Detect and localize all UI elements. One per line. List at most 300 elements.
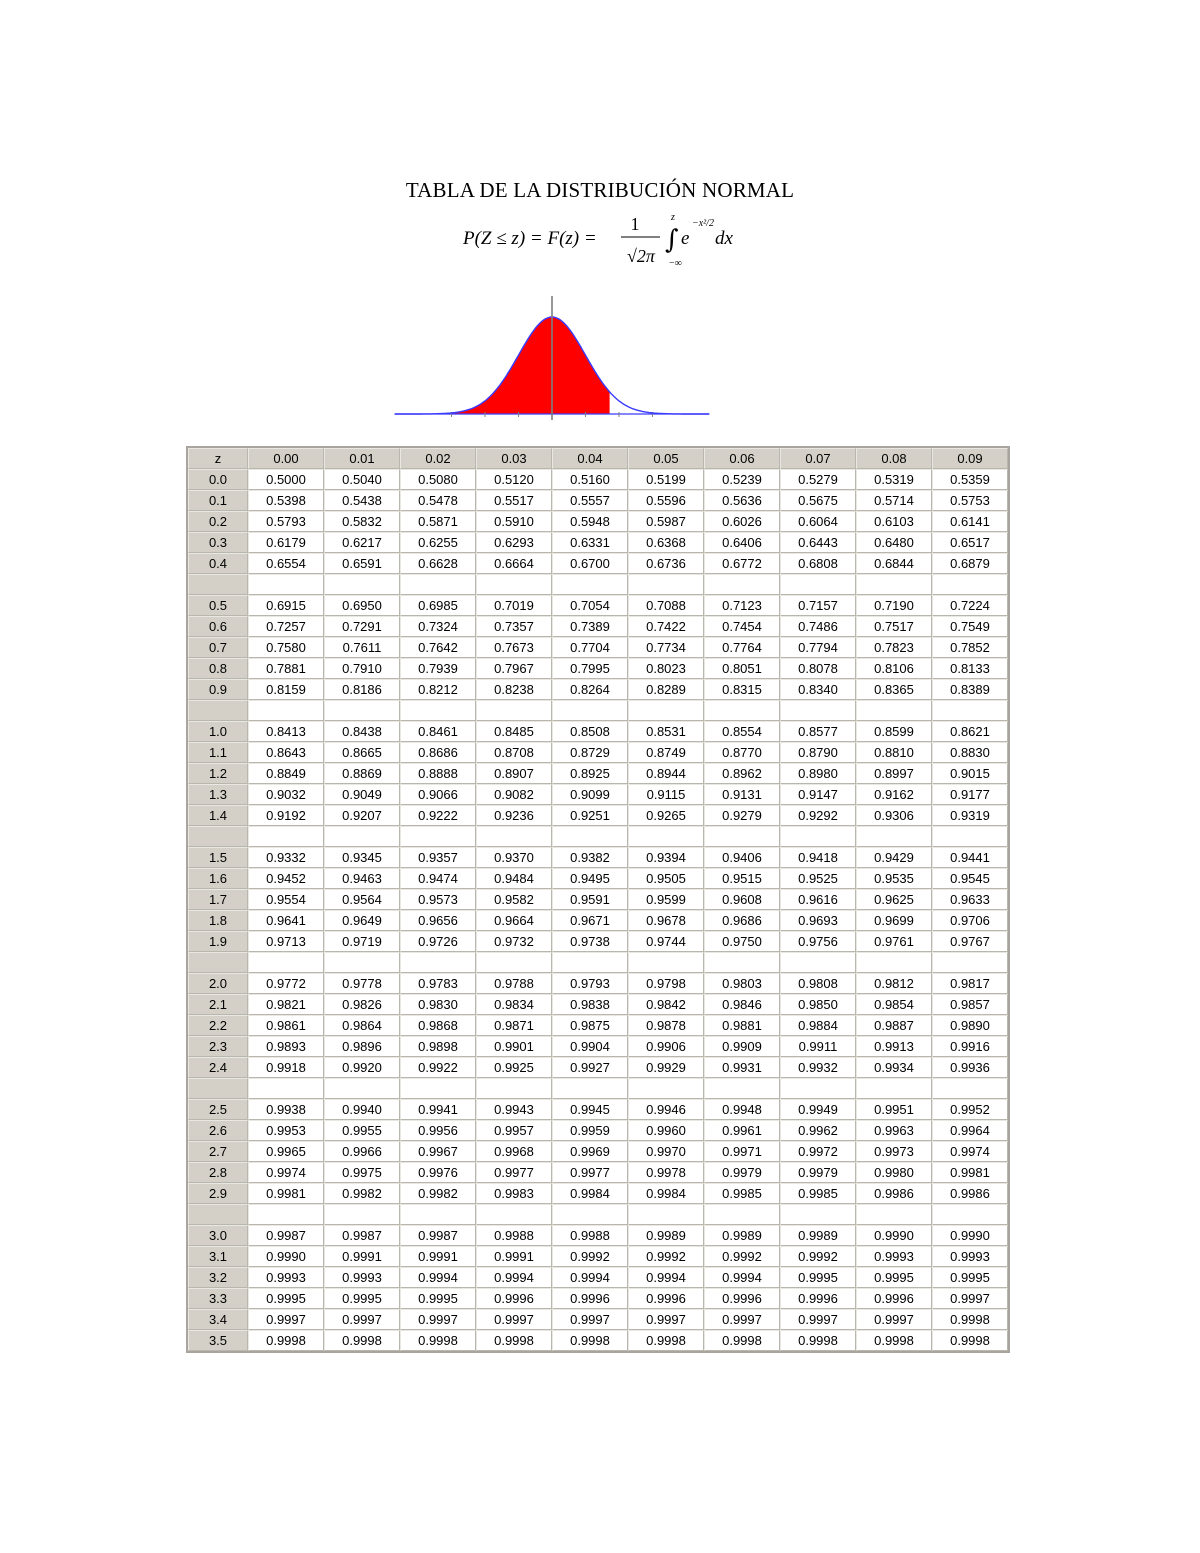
- probability-cell: 0.9996: [780, 1288, 856, 1309]
- probability-cell: 0.6950: [324, 595, 400, 616]
- probability-cell: 0.9147: [780, 784, 856, 805]
- probability-cell: 0.9979: [780, 1162, 856, 1183]
- empty-cell: [780, 574, 856, 595]
- probability-cell: 0.9893: [248, 1036, 324, 1057]
- probability-cell: 0.5279: [780, 469, 856, 490]
- probability-cell: 0.6255: [400, 532, 476, 553]
- probability-cell: 0.8907: [476, 763, 552, 784]
- probability-cell: 0.8133: [932, 658, 1008, 679]
- probability-cell: 0.9821: [248, 994, 324, 1015]
- probability-cell: 0.8869: [324, 763, 400, 784]
- probability-cell: 0.9857: [932, 994, 1008, 1015]
- probability-cell: 0.9984: [628, 1183, 704, 1204]
- probability-cell: 0.5910: [476, 511, 552, 532]
- probability-cell: 0.5517: [476, 490, 552, 511]
- z-value-cell: 0.9: [188, 679, 248, 700]
- probability-cell: 0.9332: [248, 847, 324, 868]
- probability-cell: 0.6664: [476, 553, 552, 574]
- probability-cell: 0.9966: [324, 1141, 400, 1162]
- integral-upper: z: [671, 212, 675, 223]
- table-row: [188, 721, 1008, 742]
- table-row: [188, 973, 1008, 994]
- probability-cell: 0.7454: [704, 616, 780, 637]
- formula-differential: dx: [715, 228, 733, 249]
- empty-cell: [400, 574, 476, 595]
- z-value-cell: 2.7: [188, 1141, 248, 1162]
- z-value-cell: 1.7: [188, 889, 248, 910]
- empty-cell: [628, 700, 704, 721]
- probability-cell: 0.9968: [476, 1141, 552, 1162]
- probability-cell: 0.9713: [248, 931, 324, 952]
- empty-cell: [628, 1078, 704, 1099]
- empty-cell: [704, 574, 780, 595]
- probability-cell: 0.9963: [856, 1120, 932, 1141]
- table-row: [188, 679, 1008, 700]
- probability-cell: 0.9945: [552, 1099, 628, 1120]
- probability-cell: 0.7580: [248, 637, 324, 658]
- probability-cell: 0.8159: [248, 679, 324, 700]
- z-value-cell: 0.6: [188, 616, 248, 637]
- probability-cell: 0.9953: [248, 1120, 324, 1141]
- probability-cell: 0.9976: [400, 1162, 476, 1183]
- probability-cell: 0.8686: [400, 742, 476, 763]
- probability-cell: 0.9881: [704, 1015, 780, 1036]
- z-value-cell: 2.9: [188, 1183, 248, 1204]
- probability-cell: 0.9535: [856, 868, 932, 889]
- probability-cell: 0.7549: [932, 616, 1008, 637]
- column-header: 0.05: [628, 448, 704, 469]
- probability-cell: 0.6879: [932, 553, 1008, 574]
- probability-cell: 0.7704: [552, 637, 628, 658]
- empty-cell: [188, 574, 248, 595]
- probability-cell: 0.9936: [932, 1057, 1008, 1078]
- z-value-cell: 2.6: [188, 1120, 248, 1141]
- probability-cell: 0.9973: [856, 1141, 932, 1162]
- probability-cell: 0.9997: [628, 1309, 704, 1330]
- probability-cell: 0.9032: [248, 784, 324, 805]
- probability-cell: 0.8315: [704, 679, 780, 700]
- z-value-cell: 1.8: [188, 910, 248, 931]
- table-row: [188, 1036, 1008, 1057]
- empty-cell: [248, 700, 324, 721]
- probability-cell: 0.9082: [476, 784, 552, 805]
- formula-numerator: 1: [630, 214, 640, 234]
- probability-cell: 0.7054: [552, 595, 628, 616]
- probability-cell: 0.9706: [932, 910, 1008, 931]
- probability-cell: 0.9582: [476, 889, 552, 910]
- probability-cell: 0.8106: [856, 658, 932, 679]
- probability-cell: 0.9345: [324, 847, 400, 868]
- z-value-cell: 0.4: [188, 553, 248, 574]
- probability-cell: 0.9995: [324, 1288, 400, 1309]
- table-row: [188, 994, 1008, 1015]
- probability-cell: 0.9992: [628, 1246, 704, 1267]
- probability-cell: 0.9998: [628, 1330, 704, 1351]
- z-value-cell: 0.1: [188, 490, 248, 511]
- probability-cell: 0.9505: [628, 868, 704, 889]
- probability-cell: 0.8365: [856, 679, 932, 700]
- probability-cell: 0.9981: [932, 1162, 1008, 1183]
- empty-cell: [188, 1078, 248, 1099]
- empty-cell: [704, 700, 780, 721]
- probability-cell: 0.9975: [324, 1162, 400, 1183]
- empty-cell: [552, 574, 628, 595]
- probability-cell: 0.9418: [780, 847, 856, 868]
- probability-cell: 0.9798: [628, 973, 704, 994]
- probability-cell: 0.5120: [476, 469, 552, 490]
- probability-cell: 0.9961: [704, 1120, 780, 1141]
- probability-cell: 0.9846: [704, 994, 780, 1015]
- probability-cell: 0.8212: [400, 679, 476, 700]
- probability-cell: 0.9941: [400, 1099, 476, 1120]
- z-value-cell: 2.3: [188, 1036, 248, 1057]
- probability-cell: 0.9382: [552, 847, 628, 868]
- formula: [455, 204, 755, 276]
- probability-cell: 0.9406: [704, 847, 780, 868]
- probability-cell: 0.9983: [476, 1183, 552, 1204]
- probability-cell: 0.7422: [628, 616, 704, 637]
- probability-cell: 0.9990: [856, 1225, 932, 1246]
- probability-cell: 0.7291: [324, 616, 400, 637]
- probability-cell: 0.6480: [856, 532, 932, 553]
- probability-cell: 0.9678: [628, 910, 704, 931]
- probability-cell: 0.9994: [400, 1267, 476, 1288]
- column-header: 0.03: [476, 448, 552, 469]
- probability-cell: 0.9909: [704, 1036, 780, 1057]
- probability-cell: 0.9927: [552, 1057, 628, 1078]
- probability-cell: 0.9940: [324, 1099, 400, 1120]
- empty-cell: [324, 574, 400, 595]
- probability-cell: 0.9997: [400, 1309, 476, 1330]
- z-column-header: z: [188, 448, 248, 469]
- empty-cell: [780, 700, 856, 721]
- probability-cell: 0.6844: [856, 553, 932, 574]
- probability-cell: 0.6808: [780, 553, 856, 574]
- z-value-cell: 0.3: [188, 532, 248, 553]
- probability-cell: 0.9967: [400, 1141, 476, 1162]
- probability-cell: 0.9998: [400, 1330, 476, 1351]
- probability-cell: 0.6331: [552, 532, 628, 553]
- probability-cell: 0.9985: [780, 1183, 856, 1204]
- probability-cell: 0.7764: [704, 637, 780, 658]
- z-value-cell: 2.2: [188, 1015, 248, 1036]
- probability-cell: 0.7939: [400, 658, 476, 679]
- column-header: 0.06: [704, 448, 780, 469]
- probability-cell: 0.9699: [856, 910, 932, 931]
- probability-cell: 0.5359: [932, 469, 1008, 490]
- formula-denominator: √2π: [627, 246, 655, 266]
- z-value-cell: 1.6: [188, 868, 248, 889]
- empty-cell: [780, 826, 856, 847]
- empty-cell: [400, 952, 476, 973]
- probability-cell: 0.9854: [856, 994, 932, 1015]
- z-value-cell: 1.1: [188, 742, 248, 763]
- probability-cell: 0.9995: [400, 1288, 476, 1309]
- probability-cell: 0.9979: [704, 1162, 780, 1183]
- probability-cell: 0.9998: [552, 1330, 628, 1351]
- probability-cell: 0.7357: [476, 616, 552, 637]
- probability-cell: 0.9913: [856, 1036, 932, 1057]
- table-row: [188, 490, 1008, 511]
- probability-cell: 0.9641: [248, 910, 324, 931]
- probability-cell: 0.9997: [248, 1309, 324, 1330]
- probability-cell: 0.8621: [932, 721, 1008, 742]
- probability-cell: 0.7910: [324, 658, 400, 679]
- probability-cell: 0.8438: [324, 721, 400, 742]
- probability-cell: 0.6103: [856, 511, 932, 532]
- probability-cell: 0.9989: [780, 1225, 856, 1246]
- empty-cell: [628, 952, 704, 973]
- probability-cell: 0.9625: [856, 889, 932, 910]
- empty-cell: [932, 700, 1008, 721]
- probability-cell: 0.9744: [628, 931, 704, 952]
- probability-cell: 0.9916: [932, 1036, 1008, 1057]
- probability-cell: 0.8186: [324, 679, 400, 700]
- column-header: 0.01: [324, 448, 400, 469]
- probability-cell: 0.9812: [856, 973, 932, 994]
- probability-cell: 0.5832: [324, 511, 400, 532]
- table-row: [188, 910, 1008, 931]
- spacer-row: [188, 952, 1008, 973]
- probability-cell: 0.8508: [552, 721, 628, 742]
- z-value-cell: 2.4: [188, 1057, 248, 1078]
- probability-cell: 0.6700: [552, 553, 628, 574]
- probability-cell: 0.9997: [476, 1309, 552, 1330]
- probability-cell: 0.9719: [324, 931, 400, 952]
- table-row: [188, 1288, 1008, 1309]
- probability-cell: 0.9633: [932, 889, 1008, 910]
- z-value-cell: 1.0: [188, 721, 248, 742]
- integral-sign: ∫: [665, 225, 679, 255]
- probability-cell: 0.9993: [932, 1246, 1008, 1267]
- probability-cell: 0.9932: [780, 1057, 856, 1078]
- formula-lhs: P(Z ≤ z) = F(z) =: [463, 228, 597, 249]
- probability-cell: 0.9099: [552, 784, 628, 805]
- table-row: [188, 784, 1008, 805]
- table-row: [188, 595, 1008, 616]
- z-value-cell: 3.5: [188, 1330, 248, 1351]
- table-row: [188, 868, 1008, 889]
- probability-cell: 0.9162: [856, 784, 932, 805]
- normal-curve-figure: [393, 293, 711, 423]
- probability-cell: 0.9772: [248, 973, 324, 994]
- probability-cell: 0.8485: [476, 721, 552, 742]
- probability-cell: 0.6179: [248, 532, 324, 553]
- empty-cell: [324, 826, 400, 847]
- probability-cell: 0.5239: [704, 469, 780, 490]
- z-value-cell: 2.1: [188, 994, 248, 1015]
- empty-cell: [248, 1078, 324, 1099]
- probability-cell: 0.9484: [476, 868, 552, 889]
- table-row: [188, 931, 1008, 952]
- probability-cell: 0.5398: [248, 490, 324, 511]
- probability-cell: 0.5199: [628, 469, 704, 490]
- empty-cell: [932, 826, 1008, 847]
- probability-cell: 0.9788: [476, 973, 552, 994]
- probability-cell: 0.7389: [552, 616, 628, 637]
- empty-cell: [856, 952, 932, 973]
- table-row: [188, 616, 1008, 637]
- probability-cell: 0.5714: [856, 490, 932, 511]
- probability-cell: 0.8944: [628, 763, 704, 784]
- probability-cell: 0.7823: [856, 637, 932, 658]
- probability-cell: 0.9850: [780, 994, 856, 1015]
- probability-cell: 0.6293: [476, 532, 552, 553]
- probability-cell: 0.9898: [400, 1036, 476, 1057]
- probability-cell: 0.9756: [780, 931, 856, 952]
- probability-cell: 0.9977: [476, 1162, 552, 1183]
- table-row: [188, 742, 1008, 763]
- empty-cell: [188, 1204, 248, 1225]
- probability-cell: 0.9986: [932, 1183, 1008, 1204]
- probability-cell: 0.9982: [400, 1183, 476, 1204]
- probability-cell: 0.6554: [248, 553, 324, 574]
- probability-cell: 0.9998: [704, 1330, 780, 1351]
- probability-cell: 0.9495: [552, 868, 628, 889]
- probability-cell: 0.8461: [400, 721, 476, 742]
- probability-cell: 0.9987: [400, 1225, 476, 1246]
- probability-cell: 0.8389: [932, 679, 1008, 700]
- probability-cell: 0.9997: [780, 1309, 856, 1330]
- empty-cell: [628, 574, 704, 595]
- table-row: [188, 1330, 1008, 1351]
- probability-cell: 0.9808: [780, 973, 856, 994]
- probability-cell: 0.5636: [704, 490, 780, 511]
- probability-cell: 0.9693: [780, 910, 856, 931]
- probability-cell: 0.9996: [552, 1288, 628, 1309]
- probability-cell: 0.9842: [628, 994, 704, 1015]
- probability-cell: 0.9934: [856, 1057, 932, 1078]
- probability-cell: 0.7019: [476, 595, 552, 616]
- z-value-cell: 0.2: [188, 511, 248, 532]
- probability-cell: 0.9965: [248, 1141, 324, 1162]
- probability-cell: 0.9649: [324, 910, 400, 931]
- probability-cell: 0.9951: [856, 1099, 932, 1120]
- probability-cell: 0.5160: [552, 469, 628, 490]
- empty-cell: [704, 826, 780, 847]
- z-value-cell: 3.4: [188, 1309, 248, 1330]
- probability-cell: 0.5040: [324, 469, 400, 490]
- probability-cell: 0.9977: [552, 1162, 628, 1183]
- empty-cell: [400, 826, 476, 847]
- probability-cell: 0.9573: [400, 889, 476, 910]
- probability-cell: 0.9970: [628, 1141, 704, 1162]
- z-value-cell: 0.8: [188, 658, 248, 679]
- probability-cell: 0.7995: [552, 658, 628, 679]
- probability-cell: 0.9948: [704, 1099, 780, 1120]
- z-value-cell: 3.2: [188, 1267, 248, 1288]
- empty-cell: [400, 1204, 476, 1225]
- probability-cell: 0.9943: [476, 1099, 552, 1120]
- probability-cell: 0.9949: [780, 1099, 856, 1120]
- probability-cell: 0.9995: [248, 1288, 324, 1309]
- column-header: 0.07: [780, 448, 856, 469]
- empty-cell: [324, 952, 400, 973]
- z-value-cell: 1.3: [188, 784, 248, 805]
- probability-cell: 0.9887: [856, 1015, 932, 1036]
- probability-cell: 0.9997: [324, 1309, 400, 1330]
- spacer-row: [188, 700, 1008, 721]
- table-row: [188, 1120, 1008, 1141]
- z-value-cell: 0.7: [188, 637, 248, 658]
- probability-cell: 0.5987: [628, 511, 704, 532]
- empty-cell: [324, 1204, 400, 1225]
- probability-cell: 0.9994: [628, 1267, 704, 1288]
- probability-cell: 0.9989: [628, 1225, 704, 1246]
- empty-cell: [780, 1078, 856, 1099]
- probability-cell: 0.9993: [324, 1267, 400, 1288]
- column-header: 0.00: [248, 448, 324, 469]
- probability-cell: 0.9357: [400, 847, 476, 868]
- probability-cell: 0.8531: [628, 721, 704, 742]
- probability-cell: 0.6985: [400, 595, 476, 616]
- probability-cell: 0.9996: [628, 1288, 704, 1309]
- probability-cell: 0.9525: [780, 868, 856, 889]
- empty-cell: [780, 952, 856, 973]
- probability-cell: 0.9656: [400, 910, 476, 931]
- probability-cell: 0.9994: [704, 1267, 780, 1288]
- probability-cell: 0.8554: [704, 721, 780, 742]
- probability-cell: 0.9998: [324, 1330, 400, 1351]
- probability-cell: 0.9515: [704, 868, 780, 889]
- probability-cell: 0.9761: [856, 931, 932, 952]
- probability-cell: 0.9599: [628, 889, 704, 910]
- probability-cell: 0.9671: [552, 910, 628, 931]
- empty-cell: [932, 574, 1008, 595]
- z-value-cell: 0.0: [188, 469, 248, 490]
- probability-cell: 0.9990: [248, 1246, 324, 1267]
- probability-cell: 0.7088: [628, 595, 704, 616]
- table-row: [188, 1015, 1008, 1036]
- empty-cell: [628, 826, 704, 847]
- empty-cell: [552, 700, 628, 721]
- empty-cell: [476, 574, 552, 595]
- z-value-cell: 1.4: [188, 805, 248, 826]
- probability-cell: 0.8078: [780, 658, 856, 679]
- probability-cell: 0.9920: [324, 1057, 400, 1078]
- integral-lower: −∞: [669, 258, 682, 269]
- probability-cell: 0.7517: [856, 616, 932, 637]
- empty-cell: [476, 700, 552, 721]
- probability-cell: 0.9996: [476, 1288, 552, 1309]
- z-value-cell: 2.8: [188, 1162, 248, 1183]
- probability-cell: 0.9992: [780, 1246, 856, 1267]
- probability-cell: 0.5478: [400, 490, 476, 511]
- probability-cell: 0.8749: [628, 742, 704, 763]
- probability-cell: 0.9292: [780, 805, 856, 826]
- probability-cell: 0.9992: [704, 1246, 780, 1267]
- probability-cell: 0.9998: [476, 1330, 552, 1351]
- probability-cell: 0.8962: [704, 763, 780, 784]
- probability-cell: 0.5948: [552, 511, 628, 532]
- probability-cell: 0.9738: [552, 931, 628, 952]
- empty-cell: [552, 952, 628, 973]
- probability-cell: 0.8413: [248, 721, 324, 742]
- table-row: [188, 511, 1008, 532]
- probability-cell: 0.8810: [856, 742, 932, 763]
- empty-cell: [476, 1204, 552, 1225]
- probability-cell: 0.9871: [476, 1015, 552, 1036]
- probability-cell: 0.9992: [552, 1246, 628, 1267]
- probability-cell: 0.9998: [856, 1330, 932, 1351]
- empty-cell: [856, 1204, 932, 1225]
- probability-cell: 0.9995: [780, 1267, 856, 1288]
- probability-cell: 0.9998: [248, 1330, 324, 1351]
- probability-cell: 0.8264: [552, 679, 628, 700]
- probability-cell: 0.9995: [932, 1267, 1008, 1288]
- probability-cell: 0.9931: [704, 1057, 780, 1078]
- probability-cell: 0.7734: [628, 637, 704, 658]
